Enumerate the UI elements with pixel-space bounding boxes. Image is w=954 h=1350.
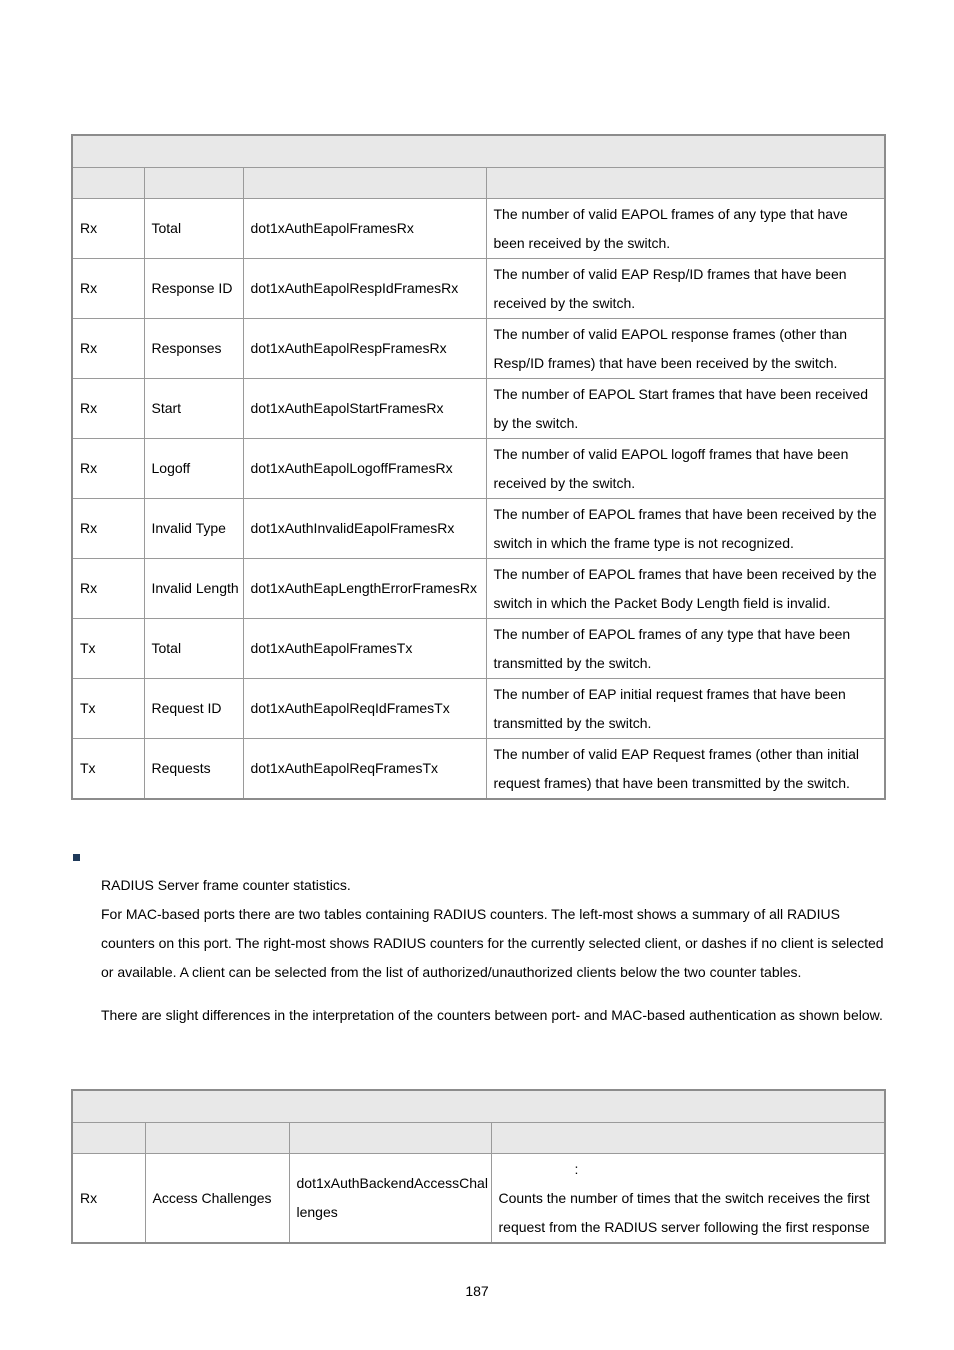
table-title-cell	[72, 1090, 885, 1123]
counter-name-cell: Total	[144, 199, 243, 259]
direction-cell: Rx	[72, 379, 144, 439]
table-row	[72, 379, 885, 439]
description-cell: The number of valid EAP Request frames (other than initial request frames) that have been transmitted by the switch.	[486, 739, 885, 800]
description-cell: The number of valid EAPOL frames of any type that have been received by the switch.	[486, 199, 885, 259]
ieee-name-cell: dot1xAuthEapLengthErrorFramesRx	[243, 559, 486, 619]
table-row	[72, 199, 885, 259]
counter-name-cell: Responses	[144, 319, 243, 379]
section-intro: RADIUS Server frame counter statistics.	[101, 877, 351, 893]
table-row	[72, 739, 885, 800]
ieee-name-cell: dot1xAuthBackendAccessChallenges	[289, 1154, 491, 1244]
direction-cell: Tx	[72, 619, 144, 679]
description-cell: The number of valid EAPOL logoff frames that have been received by the switch.	[486, 439, 885, 499]
bullet-square-icon	[73, 854, 80, 861]
ieee-name-cell: dot1xAuthEapolFramesRx	[243, 199, 486, 259]
description-colon: :	[574, 1160, 579, 1177]
ieee-name-cell: dot1xAuthInvalidEapolFramesRx	[243, 499, 486, 559]
table-row	[72, 559, 885, 619]
direction-cell: Rx	[72, 439, 144, 499]
table-row	[72, 1154, 885, 1244]
description-cell	[491, 1154, 885, 1244]
counter-name-cell: Response ID	[144, 259, 243, 319]
description-cell: The number of valid EAP Resp/ID frames that have been received by the switch.	[486, 259, 885, 319]
section-paragraph: For MAC-based ports there are two tables containing RADIUS counters. The left-most shows a summary of all RADIUS counters on this port. The right-most shows RADIUS counters for the currently selected client, or dashes if no client is selected or available. A client can be selected from the list of authorized/unauthorized clients below the two counter tables.	[101, 906, 884, 980]
header-direction	[72, 168, 144, 199]
counter-name-cell: Invalid Length	[144, 559, 243, 619]
description-cell: The number of EAPOL Start frames that have been received by the switch.	[486, 379, 885, 439]
table-title-cell	[72, 135, 885, 168]
radius-counters-table	[71, 1089, 886, 1244]
counter-name-cell: Total	[144, 619, 243, 679]
header-ieee-name	[243, 168, 486, 199]
counter-name-cell: Invalid Type	[144, 499, 243, 559]
counter-name-cell: Access Challenges	[145, 1154, 289, 1244]
table-row	[72, 319, 885, 379]
description-cell: The number of EAPOL frames of any type that have been transmitted by the switch.	[486, 619, 885, 679]
description-text: Counts the number of times that the switch receives the first request from the RADIUS server following the first response	[498, 1189, 870, 1235]
counter-name-cell: Start	[144, 379, 243, 439]
header-ieee-name	[289, 1123, 491, 1154]
description-cell: The number of EAPOL frames that have been received by the switch in which the frame type is not recognized.	[486, 499, 885, 559]
direction-cell: Tx	[72, 679, 144, 739]
section-paragraph: There are slight differences in the interpretation of the counters between port- and MAC-based authentication as shown below.	[101, 1007, 883, 1023]
direction-cell: Tx	[72, 739, 144, 800]
description-cell: The number of EAP initial request frames that have been transmitted by the switch.	[486, 679, 885, 739]
table-row	[72, 679, 885, 739]
counter-name-cell: Logoff	[144, 439, 243, 499]
eapol-counters-table	[71, 134, 886, 800]
direction-cell: Rx	[72, 559, 144, 619]
ieee-name-cell: dot1xAuthEapolRespIdFramesRx	[243, 259, 486, 319]
table-header-row	[72, 168, 885, 199]
ieee-name-cell: dot1xAuthEapolStartFramesRx	[243, 379, 486, 439]
direction-cell: Rx	[72, 319, 144, 379]
direction-cell: Rx	[72, 199, 144, 259]
ieee-name-cell: dot1xAuthEapolRespFramesRx	[243, 319, 486, 379]
description-cell: The number of valid EAPOL response frames (other than Resp/ID frames) that have been received by the switch.	[486, 319, 885, 379]
ieee-name-cell: dot1xAuthEapolReqIdFramesTx	[243, 679, 486, 739]
counter-name-cell: Requests	[144, 739, 243, 800]
ieee-name-cell: dot1xAuthEapolLogoffFramesRx	[243, 439, 486, 499]
header-name	[145, 1123, 289, 1154]
table-header-row	[72, 1123, 885, 1154]
header-direction	[72, 1123, 145, 1154]
table-row	[72, 499, 885, 559]
header-name	[144, 168, 243, 199]
direction-cell: Rx	[72, 499, 144, 559]
ieee-name-cell: dot1xAuthEapolFramesTx	[243, 619, 486, 679]
header-description	[491, 1123, 885, 1154]
table-row	[72, 439, 885, 499]
direction-cell: Rx	[72, 259, 144, 319]
table-row	[72, 259, 885, 319]
table-row	[72, 619, 885, 679]
table-title-row	[72, 135, 885, 168]
direction-cell: Rx	[72, 1154, 145, 1244]
table-title-row	[72, 1090, 885, 1123]
description-cell: The number of EAPOL frames that have been received by the switch in which the Packet Body Length field is invalid.	[486, 559, 885, 619]
header-description	[486, 168, 885, 199]
ieee-name-cell: dot1xAuthEapolReqFramesTx	[243, 739, 486, 800]
page-number: 187	[465, 1283, 489, 1299]
counter-name-cell: Request ID	[144, 679, 243, 739]
